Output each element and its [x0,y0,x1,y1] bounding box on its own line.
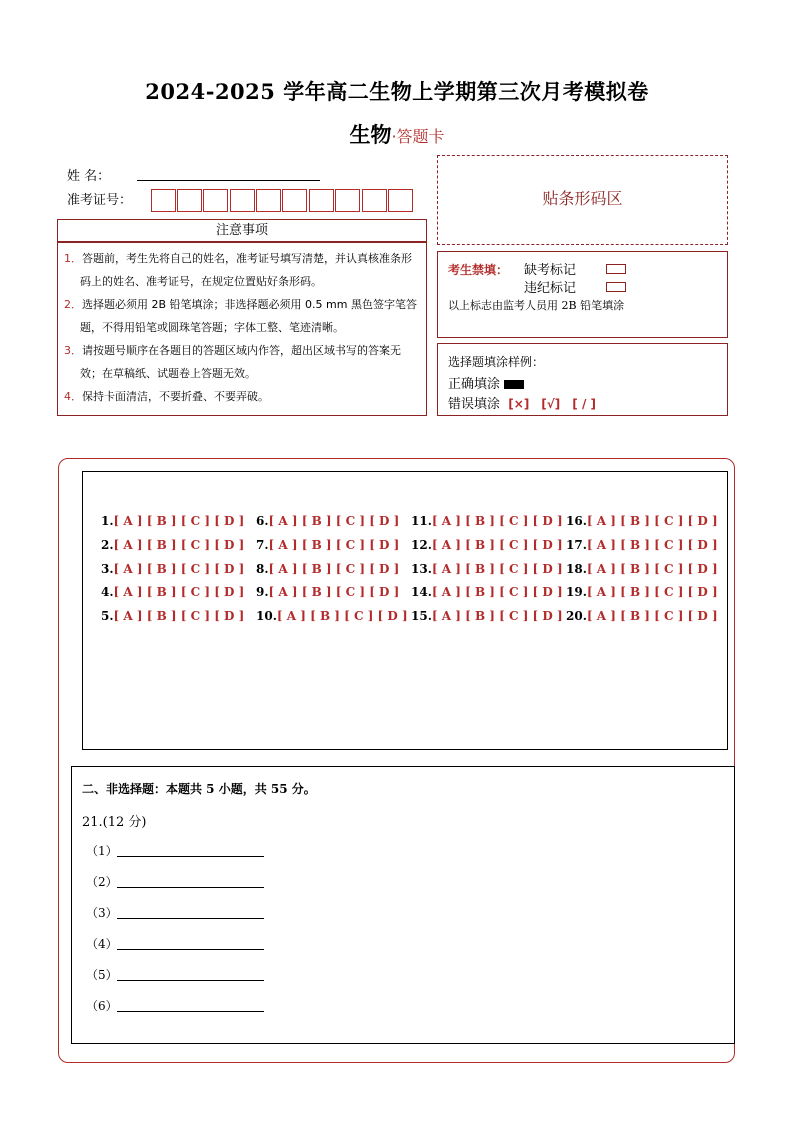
wrong-fill-label: 错误填涂 [×] [√] [ / ] [448,397,596,412]
wrong-fill-marks: [×] [√] [ / ] [508,397,596,411]
mcq-question[interactable]: 4.[ A ] [ B ] [ C ] [ D ] [101,585,245,599]
section2-heading: 二、非选择题：本题共 5 小题，共 55 分。 [82,782,316,796]
answer-line[interactable] [117,1011,264,1012]
exam-id-digit-box[interactable] [230,189,255,212]
page-title: 2024-2025 学年高二生物上学期第三次月考模拟卷 [145,79,649,104]
mcq-question[interactable]: 14.[ A ] [ B ] [ C ] [ D ] [411,585,563,599]
mcq-question[interactable]: 11.[ A ] [ B ] [ C ] [ D ] [411,514,563,528]
exam-id-digit-box[interactable] [177,189,202,212]
non-choice-section [71,766,735,1044]
answer-line[interactable] [117,887,264,888]
sample-title: 选择题填涂样例： [448,355,545,369]
answer-sheet-label: ·答题卡 [391,127,445,146]
exam-id-digit-box[interactable] [309,189,334,212]
exam-id-digit-box[interactable] [203,189,228,212]
exam-id-digit-box[interactable] [362,189,387,212]
mcq-question[interactable]: 18.[ A ] [ B ] [ C ] [ D ] [566,562,718,576]
part-label: （4） [86,937,118,951]
forbidden-note: 以上标志由监考人员用 2B 铅笔填涂 [448,299,625,312]
notice-title: 注意事项 [57,219,427,242]
violation-mark-label: 违纪标记 [524,281,577,296]
correct-fill-mark [504,380,524,389]
exam-id-digit-box[interactable] [388,189,413,212]
barcode-area: 贴条形码区 [437,155,728,245]
part-label: （2） [86,875,118,889]
exam-id-digit-box[interactable] [256,189,281,212]
mcq-question[interactable]: 17.[ A ] [ B ] [ C ] [ D ] [566,538,718,552]
fill-sample-panel [437,343,728,416]
forbidden-title: 考生禁填： [448,263,509,277]
name-label: 姓 名： [67,169,111,184]
correct-fill-label: 正确填涂 [448,373,524,392]
mcq-question[interactable]: 2.[ A ] [ B ] [ C ] [ D ] [101,538,245,552]
part-label: （6） [86,999,118,1013]
proctor-marks-panel [437,251,728,338]
absent-mark-box[interactable] [606,264,626,274]
exam-id-digit-box[interactable] [151,189,176,212]
exam-id-digit-box[interactable] [282,189,307,212]
mcq-question[interactable]: 8.[ A ] [ B ] [ C ] [ D ] [256,562,400,576]
mcq-question[interactable]: 12.[ A ] [ B ] [ C ] [ D ] [411,538,563,552]
notice-item-3: 3．请按题号顺序在各题目的答题区域内作答，超出区域书写的答案无效；在草稿纸、试题卷上答题无效。 [64,344,401,380]
mcq-question[interactable]: 15.[ A ] [ B ] [ C ] [ D ] [411,609,563,623]
subject-label: 生物 [349,122,392,147]
answer-line[interactable] [117,918,264,919]
mcq-question[interactable]: 10.[ A ] [ B ] [ C ] [ D ] [256,609,408,623]
answer-line[interactable] [117,856,264,857]
part-label: （3） [86,906,118,920]
violation-mark-box[interactable] [606,282,626,292]
mcq-question[interactable]: 1.[ A ] [ B ] [ C ] [ D ] [101,514,245,528]
mcq-question[interactable]: 7.[ A ] [ B ] [ C ] [ D ] [256,538,400,552]
notice-body [57,242,427,416]
mcq-question[interactable]: 5.[ A ] [ B ] [ C ] [ D ] [101,609,245,623]
part-label: （5） [86,968,118,982]
mcq-question[interactable]: 9.[ A ] [ B ] [ C ] [ D ] [256,585,400,599]
part-label: （1） [86,844,118,858]
notice-item-2: 2．选择题必须用 2B 铅笔填涂；非选择题必须用 0.5 mm 黑色签字笔答题，不得用铅笔或圆珠笔答题；字体工整、笔迹清晰。 [64,298,417,334]
mcq-question[interactable]: 20.[ A ] [ B ] [ C ] [ D ] [566,609,718,623]
exam-id-digit-box[interactable] [335,189,360,212]
answer-line[interactable] [117,949,264,950]
notice-item-4: 4．保持卡面清洁，不要折叠、不要弄破。 [64,390,269,403]
mcq-question[interactable]: 6.[ A ] [ B ] [ C ] [ D ] [256,514,400,528]
mcq-question[interactable]: 13.[ A ] [ B ] [ C ] [ D ] [411,562,563,576]
name-field[interactable] [137,180,320,181]
absent-mark-label: 缺考标记 [524,263,577,278]
sheet-subtitle [0,119,794,149]
mcq-question[interactable]: 3.[ A ] [ B ] [ C ] [ D ] [101,562,245,576]
mcq-question[interactable]: 19.[ A ] [ B ] [ C ] [ D ] [566,585,718,599]
notice-item-1: 1．答题前，考生先将自己的姓名，准考证号填写清楚，并认真核准条形码上的姓名、准考证号，在规定位置贴好条形码。 [64,252,412,288]
mcq-question[interactable]: 16.[ A ] [ B ] [ C ] [ D ] [566,514,718,528]
answer-line[interactable] [117,980,264,981]
question-21-label: 21.(12 分) [82,815,147,830]
exam-id-label: 准考证号： [67,193,133,208]
